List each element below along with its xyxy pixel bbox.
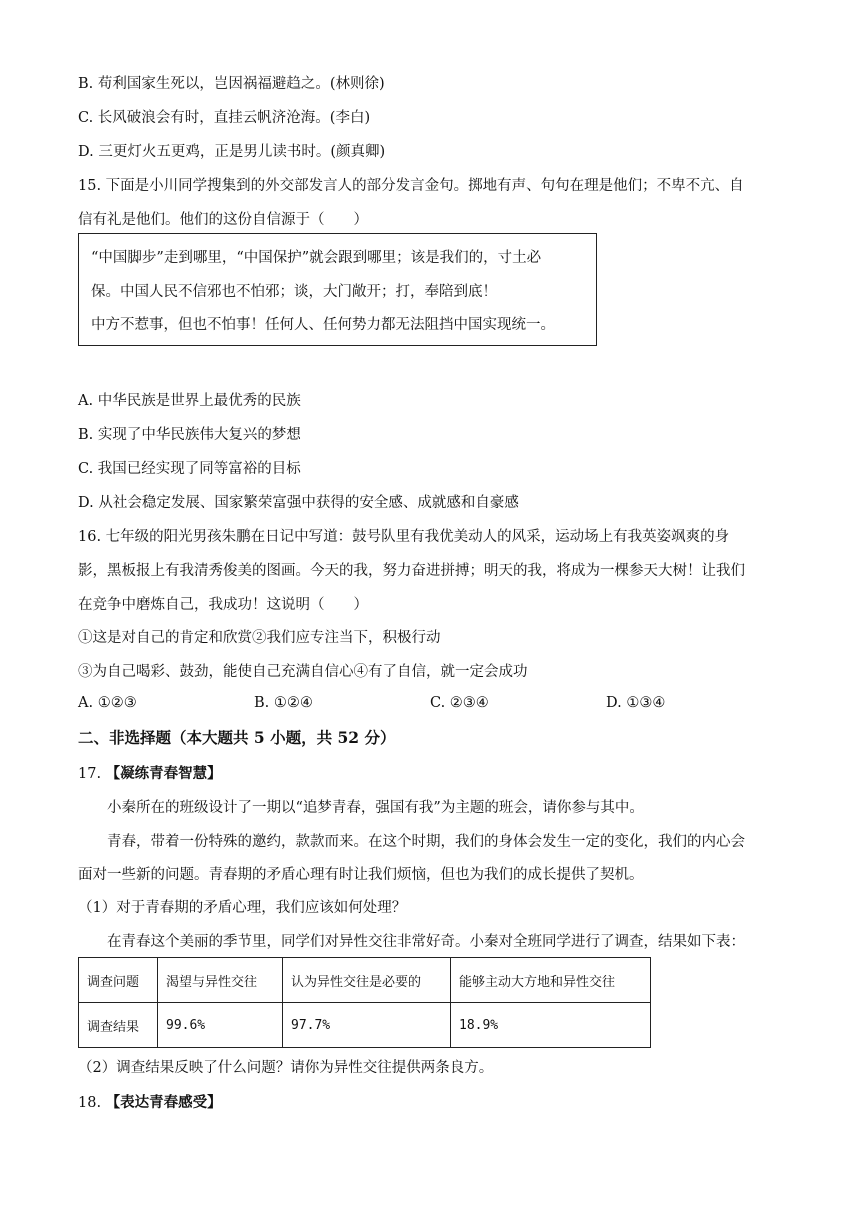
table-cell: 18.9% xyxy=(451,1003,651,1048)
quote-line-3: 中方不惹事，但也不怕事！任何人、任何势力都无法阻挡中国实现统一。 xyxy=(91,317,555,333)
q17-intro: 小秦所在的班级设计了一期以“追梦青春，强国有我”为主题的班会，请你参与其中。 xyxy=(107,800,644,816)
q17-para-line-1: 青春，带着一份特殊的邀约，款款而来。在这个时期，我们的身体会发生一定的变化，我们的内心会 xyxy=(107,834,745,850)
q17-tag: 【凝练青春智慧】 xyxy=(105,765,222,782)
q16-option-d: D. ①③④ xyxy=(606,695,666,711)
quote-line-2: 保。中国人民不信邪也不怕邪；谈，大门敞开；打，奉陪到底！ xyxy=(91,284,497,300)
q17-para-line-2: 面对一些新的问题。青春期的矛盾心理有时让我们烦恼，但也为我们的成长提供了契机。 xyxy=(78,867,644,883)
table-header-cell: 调查问题 xyxy=(79,958,158,1003)
q17-subquestion-1: （1）对于青春期的矛盾心理，我们应该如何处理？ xyxy=(78,900,407,916)
q16-option-a: A. ①②③ xyxy=(78,695,137,711)
table-header-cell: 能够主动大方地和异性交往 xyxy=(451,958,651,1003)
q16-option-c: C. ②③④ xyxy=(430,695,489,711)
table-cell: 调查结果 xyxy=(79,1003,158,1048)
q15-option-c: C. 我国已经实现了同等富裕的目标 xyxy=(78,461,301,477)
q17-number: 17. xyxy=(78,766,102,782)
table-cell: 97.7% xyxy=(283,1003,451,1048)
table-header-cell: 认为异性交往是必要的 xyxy=(283,958,451,1003)
q16-statement-1: ①这是对自己的肯定和欣赏②我们应专注当下，积极行动 xyxy=(78,630,441,646)
q18-header xyxy=(78,1093,222,1113)
survey-table xyxy=(78,957,651,1048)
q17-survey-intro: 在青春这个美丽的季节里，同学们对异性交往非常好奇。小秦对全班同学进行了调查，结果如下表： xyxy=(107,934,745,950)
q15-option-a: A. 中华民族是世界上最优秀的民族 xyxy=(78,393,301,409)
q14-option-c: C. 长风破浪会有时，直挂云帆济沧海。(李白) xyxy=(78,110,371,126)
table-header-cell: 渴望与异性交往 xyxy=(158,958,283,1003)
q18-number: 18. xyxy=(78,1095,102,1111)
q14-option-d: D. 三更灯火五更鸡，正是男儿读书时。(颜真卿) xyxy=(78,144,386,160)
q15-quote-box xyxy=(78,233,597,346)
q18-tag: 【表达青春感受】 xyxy=(105,1094,222,1111)
q17-subquestion-2: （2）调查结果反映了什么问题？请你为异性交往提供两条良方。 xyxy=(78,1060,494,1076)
table-row xyxy=(79,1003,651,1048)
q16-stem-line-1: 16. 七年级的阳光男孩朱鹏在日记中写道：鼓号队里有我优美动人的风采，运动场上有我英姿飒爽的身 xyxy=(78,529,730,545)
q15-option-b: B. 实现了中华民族伟大复兴的梦想 xyxy=(78,427,301,443)
q16-stem-line-3: 在竞争中磨炼自己，我成功！这说明（ ） xyxy=(78,597,368,613)
q15-option-d: D. 从社会稳定发展、国家繁荣富强中获得的安全感、成就感和自豪感 xyxy=(78,495,519,511)
table-cell: 99.6% xyxy=(158,1003,283,1048)
q16-statement-2: ③为自己喝彩、鼓劲，能使自己充满自信心④有了自信，就一定会成功 xyxy=(78,664,528,680)
q16-stem-line-2: 影，黑板报上有我清秀俊美的图画。今天的我，努力奋进拼搏；明天的我，将成为一棵参天大树！让我们 xyxy=(78,563,745,579)
q14-option-b: B. 苟利国家生死以，岂因祸福避趋之。(林则徐) xyxy=(78,76,385,92)
q15-stem-line-2: 信有礼是他们。他们的这份自信源于（ ） xyxy=(78,212,368,228)
quote-line-1: “中国脚步”走到哪里，“中国保护”就会跟到哪里；该是我们的，寸土必 xyxy=(91,250,542,266)
q15-stem-line-1: 15. 下面是小川同学搜集到的外交部发言人的部分发言金句。掷地有声、句句在理是他们；不卑不亢、自 xyxy=(78,178,744,194)
q17-header xyxy=(78,764,222,784)
q16-option-b: B. ①②④ xyxy=(254,695,313,711)
table-header-row xyxy=(79,958,651,1003)
section-heading: 二、非选择题（本大题共 5 小题，共 52 分） xyxy=(78,728,396,747)
